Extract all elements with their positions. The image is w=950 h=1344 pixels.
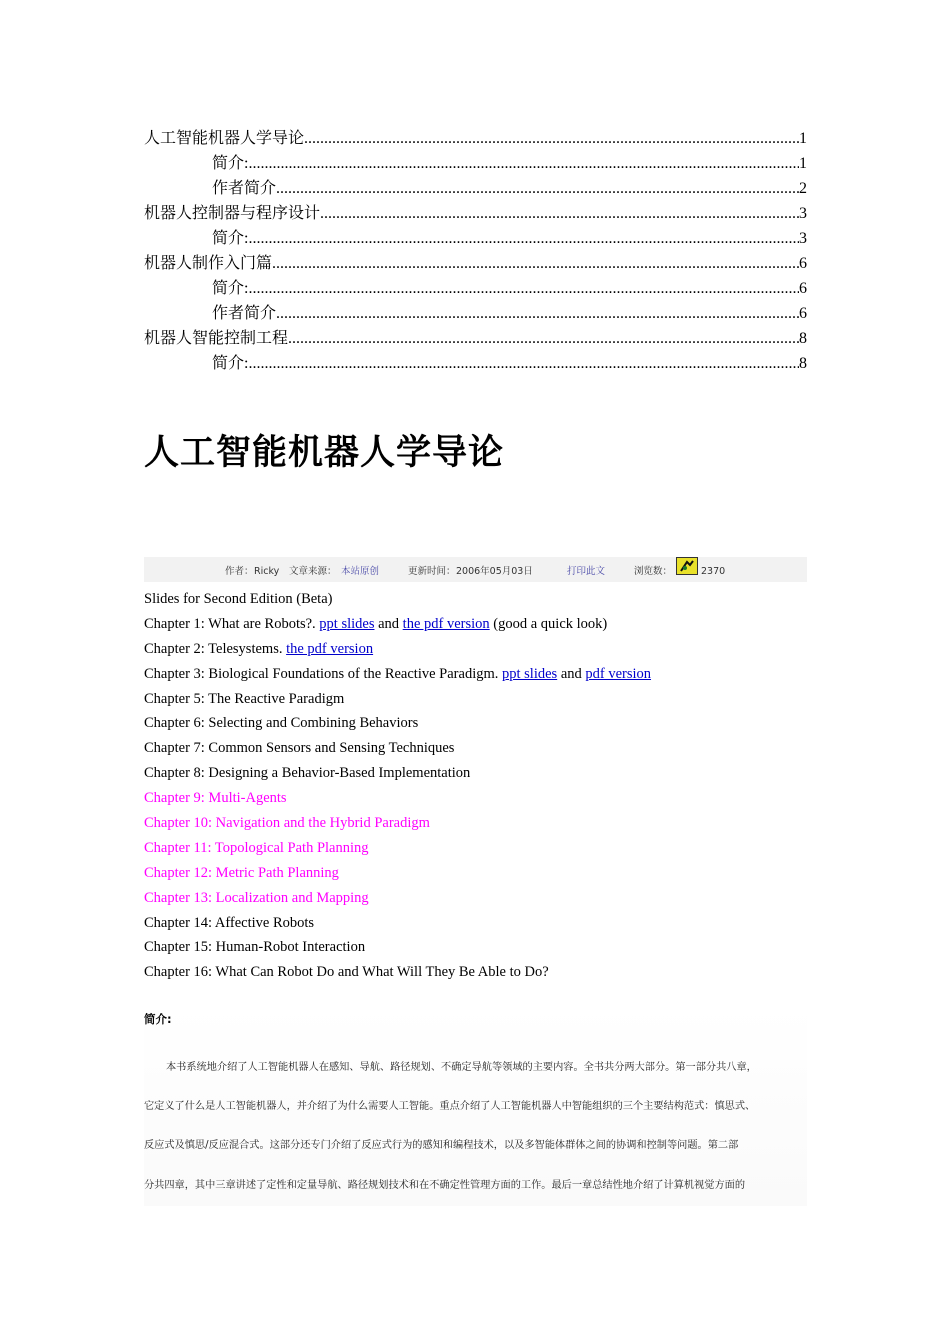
intro-line: 分共四章，其中三章讲述了定性和定量导航、路径规划技术和在不确定性管理方面的工作。最后一章总结性地介绍了计算机视觉方面的 <box>144 1179 746 1191</box>
list-item: Chapter 3: Biological Foundations of the Reactive Paradigm. ppt slides and pdf version <box>144 665 652 682</box>
intro-line: 本书系统地介绍了人工智能机器人在感知、导航、路径规划、不确定导航等领域的主要内容。全书共分两大部分。第一部分共八章， <box>166 1062 757 1073</box>
pdf-version-link[interactable]: the pdf version <box>402 615 490 632</box>
list-item: Chapter 14: Affective Robots <box>144 914 315 931</box>
toc-page-number: 3 <box>799 205 807 222</box>
pdf-version-link[interactable]: pdf version <box>585 665 652 682</box>
intro-paragraph <box>144 1060 807 1217</box>
toc-title: 简介: <box>212 355 249 372</box>
toc-title: 简介: <box>212 155 249 172</box>
source-label: 文章来源： <box>289 566 337 577</box>
toc-entry[interactable] <box>144 126 807 151</box>
list-item: Chapter 6: Selecting and Combining Behaviors <box>144 715 419 732</box>
updated-date: 2006年05月03日 <box>456 566 533 577</box>
toc-entry[interactable] <box>144 251 807 276</box>
views-count: 2370 <box>701 566 726 577</box>
pdf-version-link[interactable]: the pdf version <box>286 640 374 657</box>
toc-page-number: 6 <box>799 280 807 297</box>
toc-title: 作者简介 <box>212 305 277 322</box>
list-item-highlighted: Chapter 11: Topological Path Planning <box>144 839 369 856</box>
toc-page-number: 2 <box>799 180 807 197</box>
list-item-highlighted: Chapter 9: Multi-Agents <box>144 790 287 807</box>
toc-entry[interactable] <box>144 201 807 226</box>
list-item: Chapter 2: Telesystems. the pdf version <box>144 640 374 657</box>
toc-leader <box>304 126 799 151</box>
toc-title: 人工智能机器人学导论 <box>144 130 305 147</box>
author-label: 作者： <box>225 566 254 577</box>
toc-entry[interactable] <box>144 151 807 176</box>
toc-page-number: 6 <box>799 305 807 322</box>
toc-title: 作者简介 <box>212 180 277 197</box>
list-item-highlighted: Chapter 10: Navigation and the Hybrid Paradigm <box>144 815 430 832</box>
ppt-slides-link[interactable]: ppt slides <box>502 665 558 682</box>
toc-entry[interactable] <box>144 176 807 201</box>
toc-leader <box>248 151 799 176</box>
toc-leader <box>248 276 799 301</box>
toc-entry[interactable] <box>144 301 807 326</box>
updated-label: 更新时间： <box>408 566 456 577</box>
table-of-contents <box>144 126 807 376</box>
toc-leader <box>276 176 799 201</box>
list-item: Slides for Second Edition (Beta) <box>144 591 333 607</box>
toc-leader <box>276 301 799 326</box>
intro-heading: 简介: <box>144 1012 172 1026</box>
toc-leader <box>272 251 799 276</box>
toc-page-number: 1 <box>799 130 807 147</box>
intro-line: 反应式及慎思/反应混合式。这部分还专门介绍了反应式行为的感知和编程技术，以及多智能体群体之间的协调和控制等问题。第二部 <box>144 1140 739 1152</box>
toc-page-number: 3 <box>799 230 807 247</box>
list-item: Chapter 8: Designing a Behavior-Based Implementation <box>144 765 471 782</box>
toc-page-number: 6 <box>799 255 807 272</box>
intro-line: 它定义了什么是人工智能机器人，并介绍了为什么需要人工智能。重点介绍了人工智能机器人中智能组织的三个主要结构范式：慎思式、 <box>144 1101 756 1113</box>
toc-leader <box>288 326 799 351</box>
toc-page-number: 8 <box>799 355 807 372</box>
toc-leader <box>248 226 799 251</box>
toc-leader <box>320 201 799 226</box>
page-title: 人工智能机器人学导论 <box>144 433 505 473</box>
views-label: 浏览数： <box>634 566 673 577</box>
list-item-highlighted: Chapter 12: Metric Path Planning <box>144 864 339 881</box>
list-item: Chapter 16: What Can Robot Do and What Will They Be Able to Do? <box>144 964 549 981</box>
list-item-highlighted: Chapter 13: Localization and Mapping <box>144 889 369 906</box>
author-name: Ricky <box>254 566 280 577</box>
chapter-list <box>144 587 807 985</box>
print-link[interactable]: 打印此文 <box>567 566 606 577</box>
toc-entry[interactable] <box>144 226 807 251</box>
article-meta-bar <box>144 557 807 582</box>
toc-title: 简介: <box>212 280 249 297</box>
list-item: Chapter 7: Common Sensors and Sensing Techniques <box>144 740 455 757</box>
list-item: Chapter 5: The Reactive Paradigm <box>144 690 345 707</box>
list-item: Chapter 1: What are Robots?. ppt slides and the pdf version (good a quick look) <box>144 615 608 632</box>
toc-page-number: 8 <box>799 330 807 347</box>
toc-title: 简介: <box>212 230 249 247</box>
list-item: Chapter 15: Human-Robot Interaction <box>144 939 366 956</box>
toc-page-number: 1 <box>799 155 807 172</box>
counter-icon <box>676 557 698 575</box>
toc-entry[interactable] <box>144 326 807 351</box>
toc-entry[interactable] <box>144 276 807 301</box>
toc-title: 机器人控制器与程序设计 <box>144 205 321 222</box>
toc-leader <box>248 351 799 376</box>
toc-title: 机器人制作入门篇 <box>144 255 273 272</box>
toc-title: 机器人智能控制工程 <box>144 330 289 347</box>
toc-entry[interactable] <box>144 351 807 376</box>
source-value: 本站原创 <box>341 566 380 577</box>
ppt-slides-link[interactable]: ppt slides <box>319 615 375 632</box>
